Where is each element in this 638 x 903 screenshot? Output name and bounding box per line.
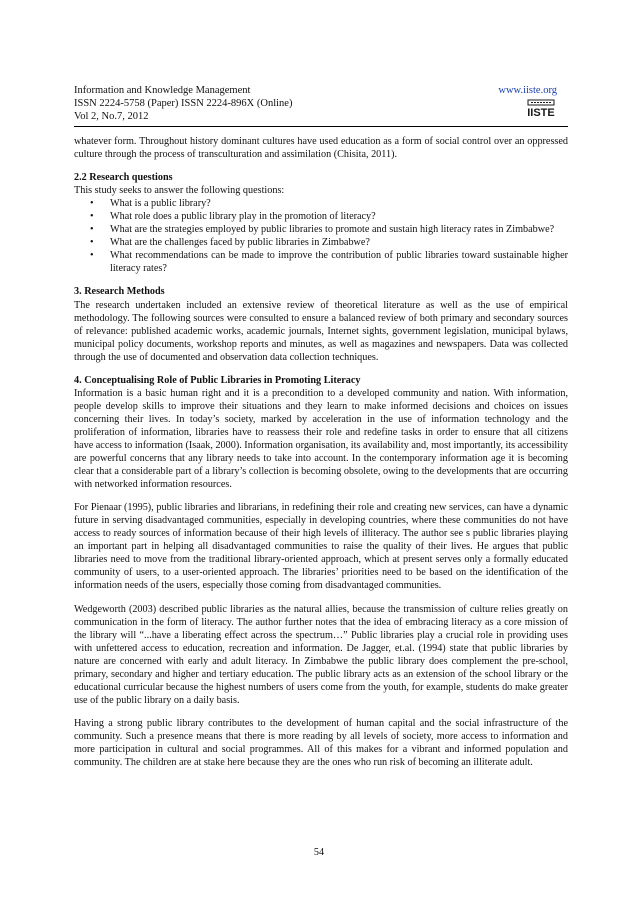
section-2-2-intro: This study seeks to answer the following questions: [74, 185, 285, 197]
bullet-icon: • [90, 198, 94, 210]
bullet-icon: • [90, 211, 94, 223]
iiste-logo [525, 98, 557, 120]
section-3-heading: 3. Research Methods [74, 286, 165, 298]
section-4-paragraph: Having a strong public library contributes to the development of human capital and the social infrastructure of the community. Such a presence means that there is more reading by all levels of society, more access to information and more participation in cultural and social programmes. All of this makes for a vibrant and informed population and community. The children are at stake here because they are the ones who run risk of becoming an illiterate adult. [74, 717, 568, 769]
journal-url-link[interactable]: www.iiste.org [498, 85, 557, 96]
research-questions-list [74, 197, 568, 275]
running-header [74, 84, 566, 123]
list-item: • What is a public library? [90, 198, 211, 210]
list-item: • What role does a public library play in the promotion of literacy? [90, 211, 376, 223]
svg-text:IISTE: IISTE [527, 107, 555, 119]
section-3-paragraph: The research undertaken included an extensive review of theoretical literature as well as the use of empirical methodology. The following sources were consulted to ensure a balanced review of both primary and secondary sources of relevance: published academic works, academic journals, Internet sights, government legislation, municipal bylaws, municipal policy documents, workshop reports and minutes, as well as magazines and newspapers. Data was collected through the use of documented and observation data collection techniques. [74, 299, 568, 363]
list-item: • What are the strategies employed by public libraries to promote and sustain high literacy rates in Zimbabwe? [90, 224, 555, 236]
page-number: 54 [313, 847, 325, 858]
bullet-icon: • [90, 250, 94, 262]
header-rule [74, 126, 568, 127]
bullet-icon: • [90, 224, 94, 236]
list-item: • What recommendations can be made to improve the contribution of public libraries toward sustainable higher literacy rates? [90, 250, 568, 275]
bullet-icon: • [90, 237, 94, 249]
section-4-paragraph: Information is a basic human right and it is a precondition to a developed community and nation. With information, people develop skills to improve their situations and they learn to make informed decisions and choices on issues concerning their lives. In today’s society, marked by acceleration in the use of information technology and the proliferation of information, libraries have to reassess their role and redefine tasks in order to ensure that all citizens have access to information (Isaak, 2000). Information organisation, its availability and, most importantly, its accessibility are powerful concerns that any library needs to take into account. In the contemporary information age it is becoming clear that a considerable part of a library’s collection is becoming obsolete, owing to the developments that are occurring with networked information resources. [74, 387, 568, 491]
journal-title: Information and Knowledge Management [74, 85, 251, 96]
section-4-heading: 4. Conceptualising Role of Public Libraries in Promoting Literacy [74, 374, 361, 386]
list-item: • What are the challenges faced by public libraries in Zimbabwe? [90, 237, 370, 249]
volume-issue: Vol 2, No.7, 2012 [74, 111, 149, 122]
section-4-paragraph: Wedgeworth (2003) described public libraries as the natural allies, because the transmission of culture relies greatly on communication in the form of literacy. The author further notes that the idea of embracing literacy as a core mission of the library will “...have a liberating effect across the spectrum…” Public libraries play a crucial role in providing uses with unfettered access to education, recreation and information. De Jagger, et.al. (1994) state that public libraries by nature are concerned with early and adult literacy. In Zimbabwe the public library does complement the pre-school, primary, secondary and higher and tertiary education. The public library acts as an extension of the school library or the educational curricular because the highest numbers of users come from the youth, for example, students do make greater use of the public library on a daily basis. [74, 603, 568, 706]
page-body [74, 135, 568, 779]
section-2-2-heading: 2.2 Research questions [74, 172, 173, 184]
issn: ISSN 2224-5758 (Paper) ISSN 2224-896X (Online) [74, 98, 293, 109]
continuation-paragraph: whatever form. Throughout history dominant cultures have used education as a form of social control over an oppressed culture through the process of transculturation and assimilation (Chisita, 2011). [74, 136, 568, 161]
section-4-paragraph: For Pienaar (1995), public libraries and librarians, in redefining their role and creating new services, can have a dynamic future in serving disadvantaged communities, especially in developing countries, where these communities do not have access to ready sources of information because of their high levels of illiteracy. The author see s public libraries playing an important part in helping all disadvantaged communities to raise the quality of their lives. He argues that public libraries need to move from the traditional library-oriented approach, which at present serves only a formally educated community of users, to a user-oriented approach. The libraries’ priorities need to be based on the identification of the information needs of the users, especially those coming from disadvantaged communities. [74, 502, 568, 592]
